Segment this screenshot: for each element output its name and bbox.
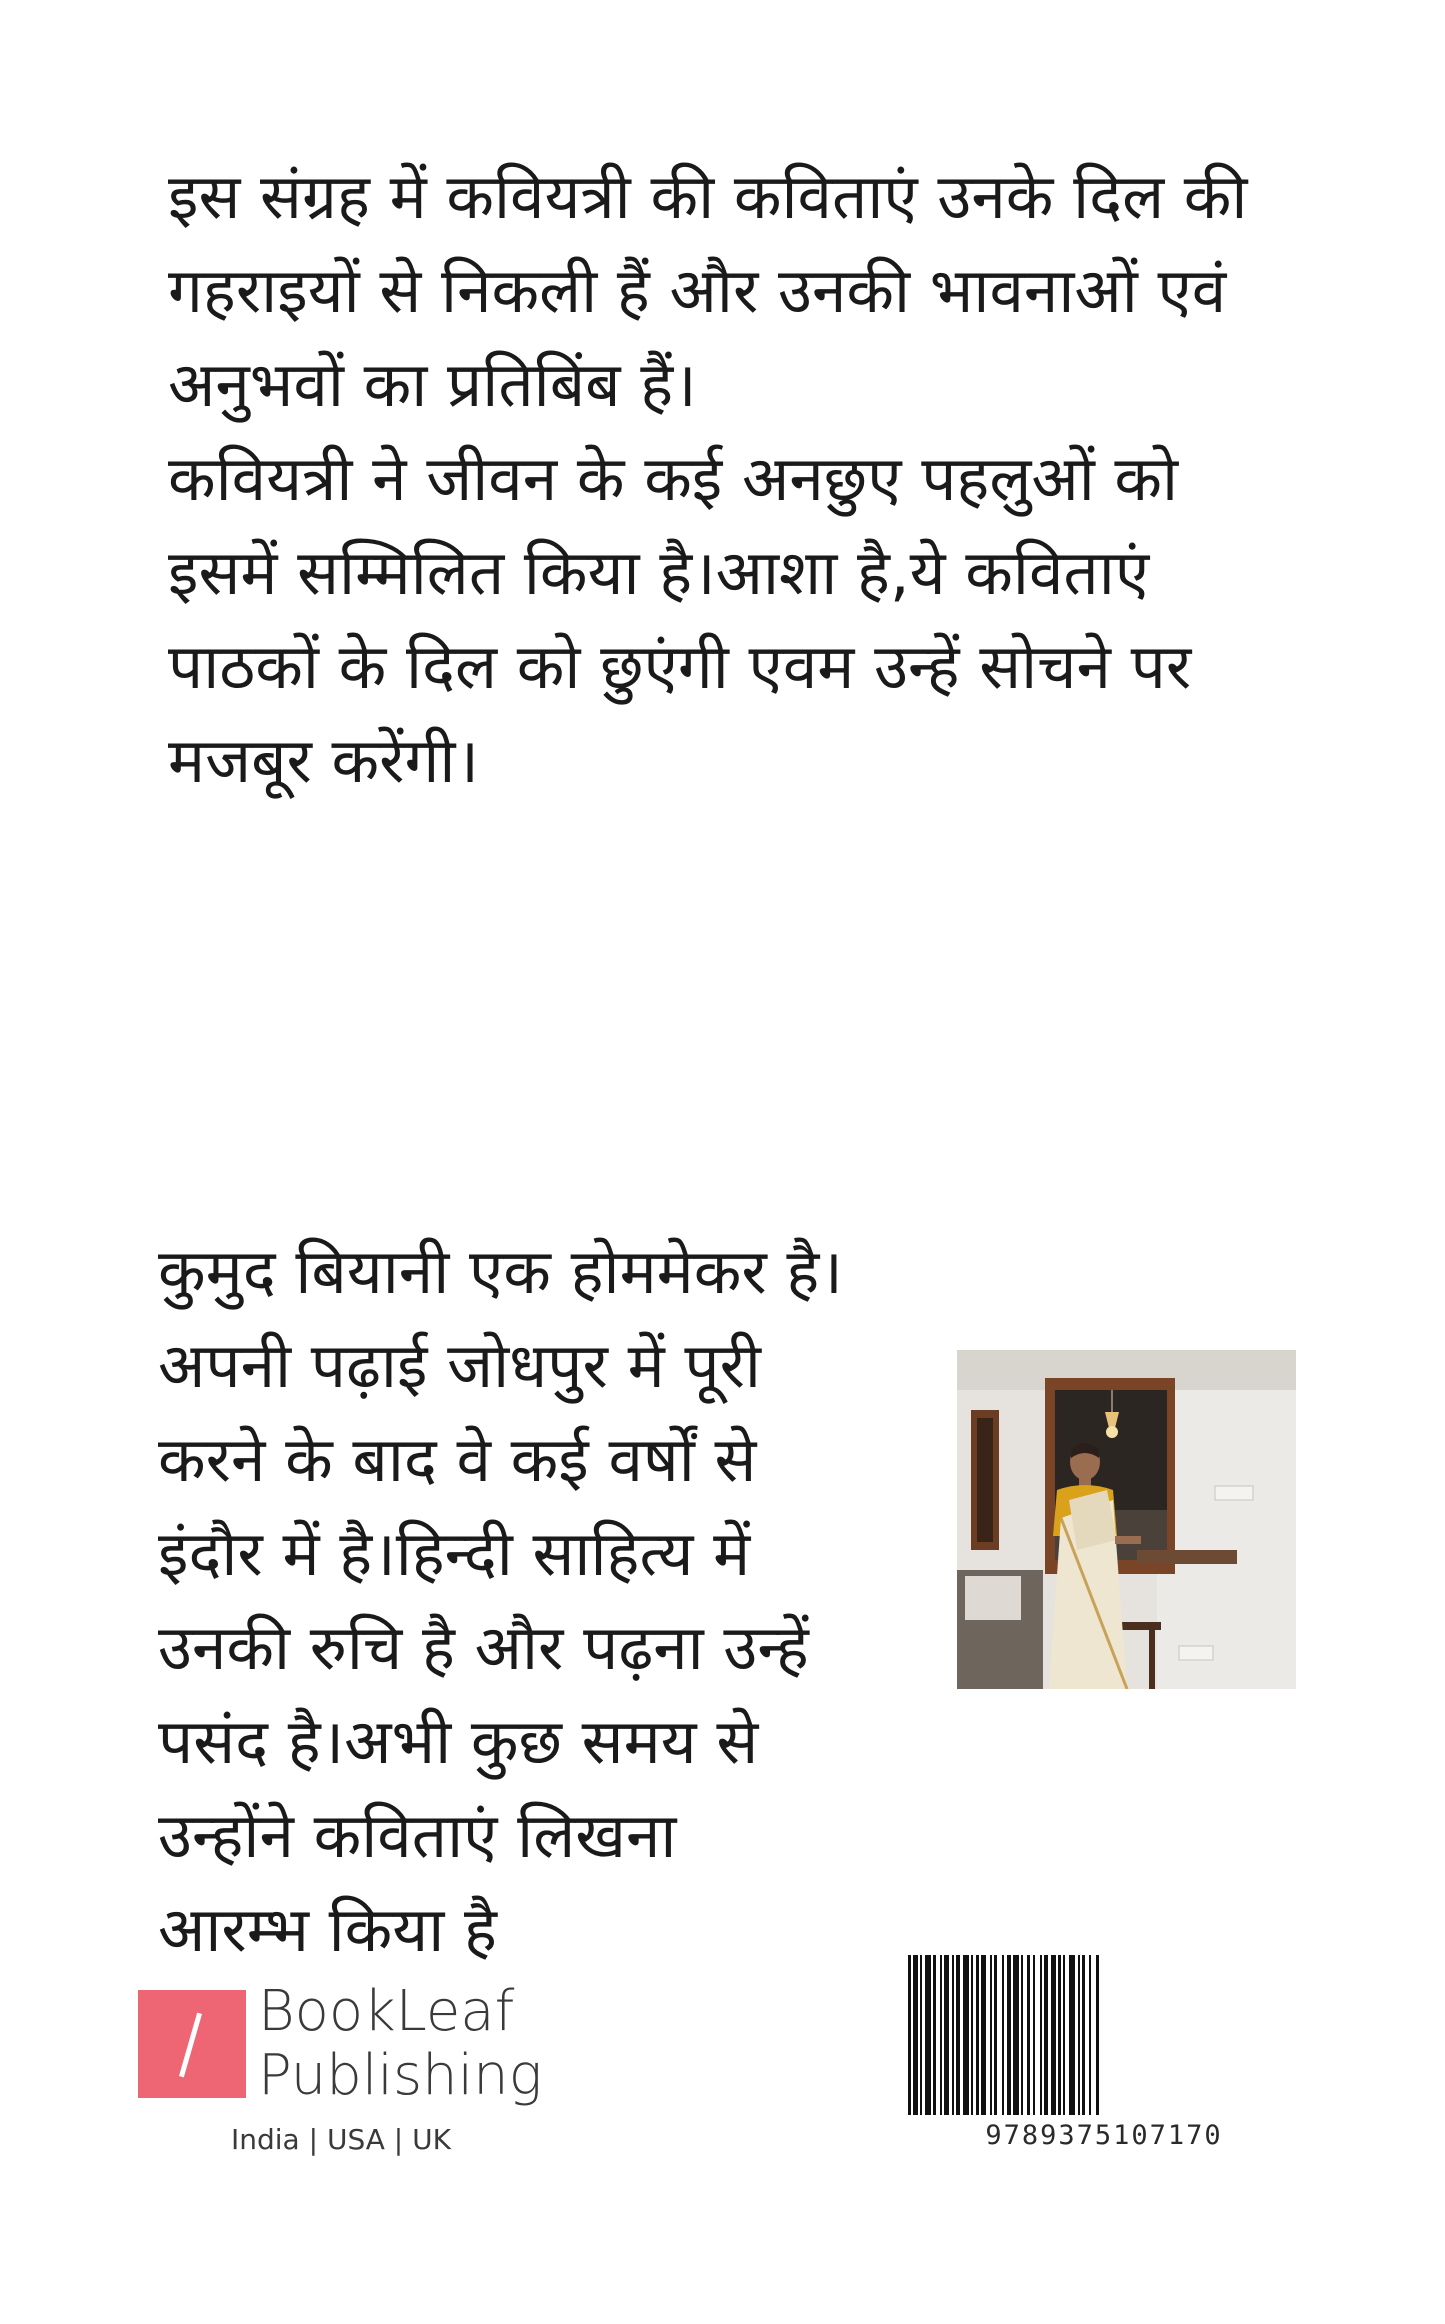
barcode-bar bbox=[1051, 1955, 1056, 2115]
barcode-bar bbox=[1069, 1955, 1075, 2115]
bio-line: उन्होंने कविताएं लिखना bbox=[158, 1799, 677, 1872]
barcode-bar bbox=[963, 1955, 969, 2115]
author-photo bbox=[957, 1350, 1296, 1689]
barcode-bar bbox=[952, 1955, 954, 2115]
publisher-logo bbox=[138, 1979, 558, 2156]
barcode-bar bbox=[933, 1955, 936, 2115]
barcode-bar bbox=[940, 1955, 942, 2115]
blurb-line: गहराइयों से निकली हैं और उनकी भावनाओं एवं bbox=[168, 254, 1227, 327]
barcode-bar bbox=[1082, 1955, 1085, 2115]
barcode-bar bbox=[981, 1955, 986, 2115]
barcode-bar bbox=[1013, 1955, 1019, 2115]
author-bio bbox=[158, 1225, 938, 1977]
publisher-name-line2: Publishing bbox=[258, 2043, 543, 2108]
bio-line: पसंद है।अभी कुछ समय से bbox=[158, 1705, 759, 1778]
blurb-line: इस संग्रह में कवियत्री की कविताएं उनके दिल की bbox=[168, 160, 1248, 233]
barcode-bar bbox=[1027, 1955, 1030, 2115]
bio-line: कुमुद बियानी एक होममेकर है। bbox=[158, 1235, 843, 1308]
blurb-line: पाठकों के दिल को छुएंगी एवम उन्हें सोचने पर bbox=[168, 630, 1192, 703]
barcode-bar bbox=[976, 1955, 979, 2115]
bio-line: आरम्भ किया है bbox=[158, 1893, 497, 1966]
barcode-bar bbox=[994, 1955, 997, 2115]
barcode-bar bbox=[1044, 1955, 1048, 2115]
bio-line: अपनी पढ़ाई जोधपुर में पूरी bbox=[158, 1329, 761, 1402]
barcode-bar bbox=[1007, 1955, 1011, 2115]
barcode-bar bbox=[1078, 1955, 1080, 2115]
barcode-bar bbox=[956, 1955, 960, 2115]
publisher-regions: India | USA | UK bbox=[231, 2123, 451, 2156]
publisher-name-line1: BookLeaf bbox=[258, 1979, 515, 2044]
book-blurb bbox=[168, 150, 1368, 808]
publisher-name bbox=[258, 1980, 542, 2108]
barcode-bar bbox=[920, 1955, 922, 2115]
slash-icon bbox=[179, 2013, 202, 2078]
barcode-bar bbox=[913, 1955, 918, 2115]
barcode-bar bbox=[1089, 1955, 1091, 2115]
blurb-line: इसमें सम्मिलित किया है।आशा है,ये कविताएं bbox=[168, 536, 1150, 609]
barcode-bar bbox=[1058, 1955, 1061, 2115]
barcode-bar bbox=[908, 1955, 911, 2115]
bio-line: करने के बाद वे कई वर्षों से bbox=[158, 1423, 757, 1496]
barcode-bar bbox=[1063, 1955, 1065, 2115]
blurb-line: अनुभवों का प्रतिबिंब हैं। bbox=[168, 348, 697, 421]
barcode-bar bbox=[1021, 1955, 1023, 2115]
barcode-bar bbox=[990, 1955, 992, 2115]
barcode-bar bbox=[944, 1955, 949, 2115]
isbn-barcode bbox=[908, 1955, 1300, 2115]
barcode-bar bbox=[1002, 1955, 1004, 2115]
bio-line: इंदौर में है।हिन्दी साहित्य में bbox=[158, 1517, 751, 1590]
barcode-bar bbox=[925, 1955, 931, 2115]
barcode-bar bbox=[971, 1955, 973, 2115]
barcode-bar bbox=[1096, 1955, 1099, 2115]
bio-line: उनकी रुचि है और पढ़ना उन्हें bbox=[158, 1611, 809, 1684]
author-photo-illustration bbox=[957, 1350, 1296, 1689]
blurb-line: मजबूर करेंगी। bbox=[168, 724, 479, 797]
barcode-bar bbox=[1033, 1955, 1035, 2115]
isbn-number: 9789375107170 bbox=[985, 2120, 1223, 2151]
barcode-bar bbox=[1040, 1955, 1042, 2115]
publisher-logo-mark bbox=[138, 1990, 246, 2098]
blurb-line: कवियत्री ने जीवन के कई अनछुए पहलुओं को bbox=[168, 442, 1179, 515]
